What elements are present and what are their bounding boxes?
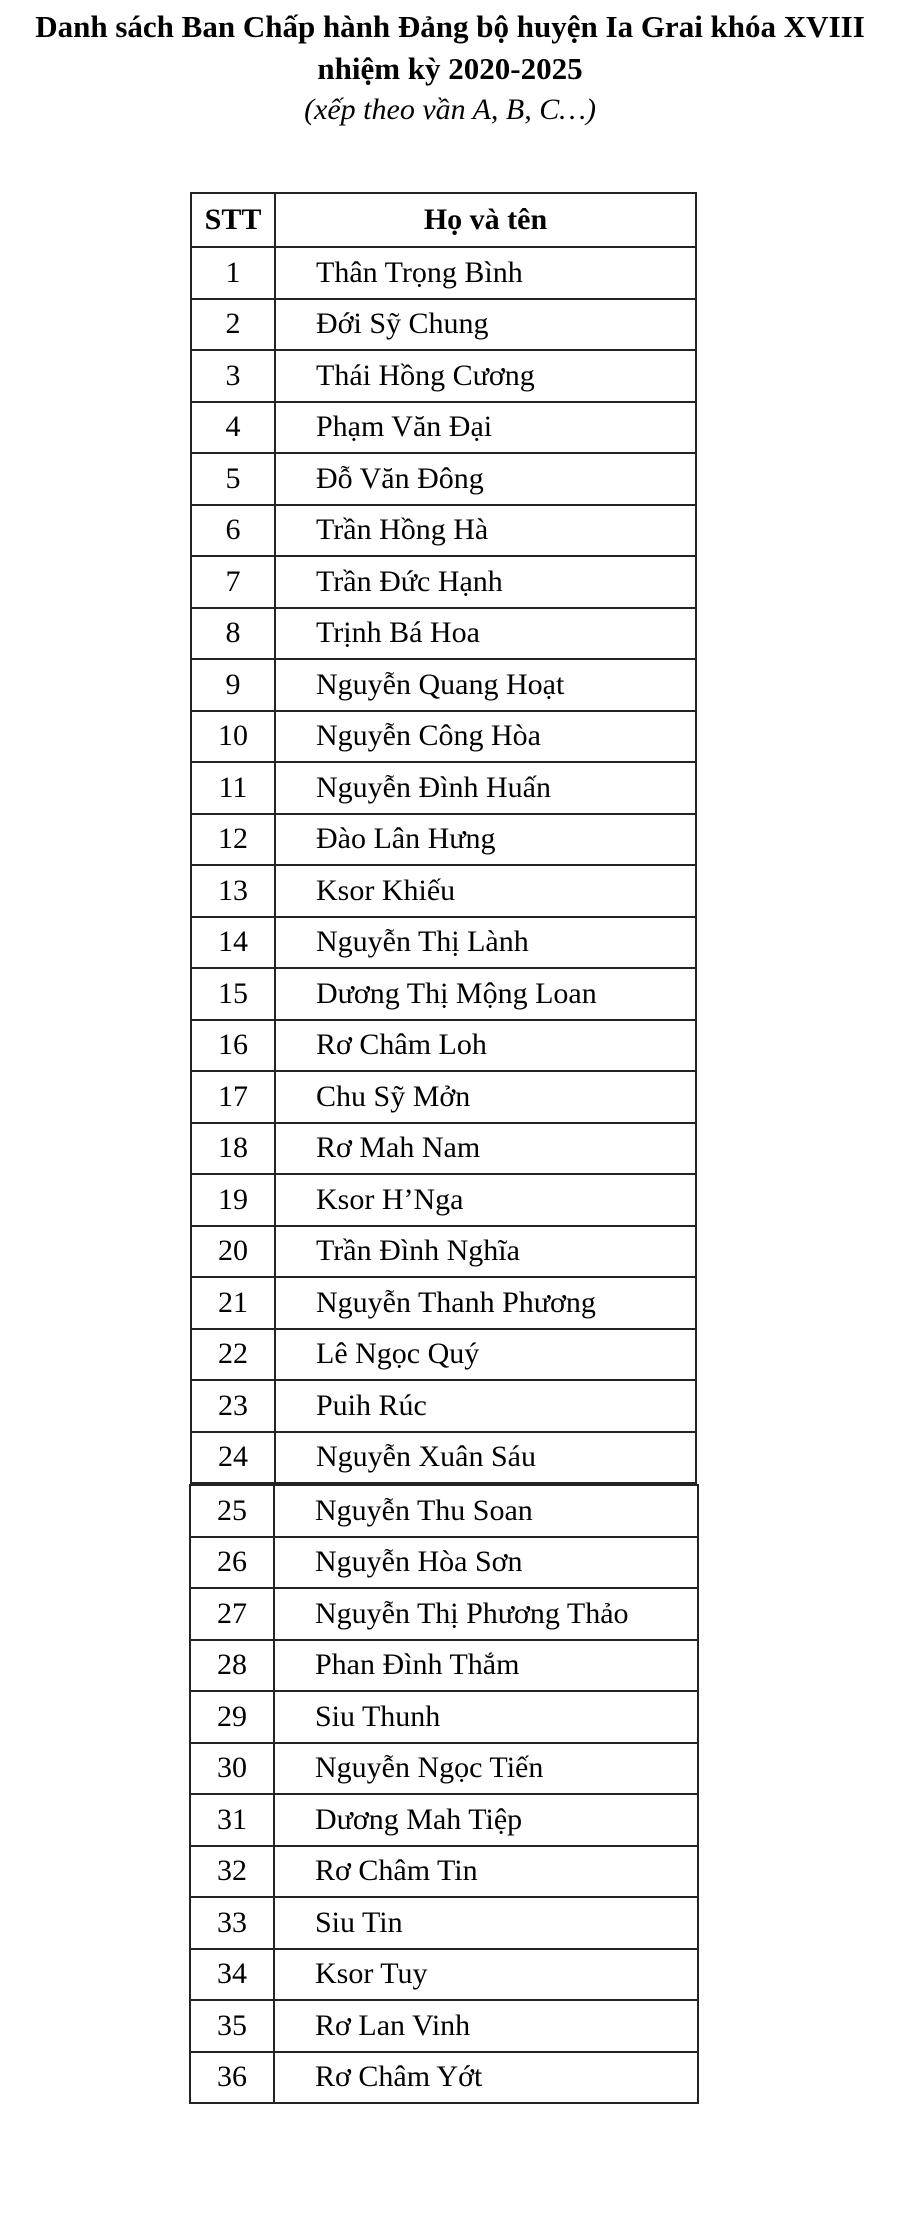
row-number-cell: 26	[190, 1537, 274, 1589]
name-cell: Siu Thunh	[274, 1691, 698, 1743]
name-cell: Trịnh Bá Hoa	[275, 608, 696, 660]
row-number-cell: 18	[191, 1123, 275, 1175]
table-row	[191, 1071, 696, 1123]
name-cell: Rơ Châm Tin	[274, 1846, 698, 1898]
table-row	[190, 1485, 698, 1537]
table-row	[191, 1380, 696, 1432]
table-row	[190, 1949, 698, 2001]
table-row	[191, 711, 696, 763]
table-row	[191, 299, 696, 351]
name-cell: Chu Sỹ Mởn	[275, 1071, 696, 1123]
table-row	[190, 2052, 698, 2104]
table-row	[191, 1329, 696, 1381]
row-number-cell: 2	[191, 299, 275, 351]
name-cell: Thân Trọng Bình	[275, 247, 696, 299]
name-cell: Ksor Tuy	[274, 1949, 698, 2001]
row-number-cell: 30	[190, 1743, 274, 1795]
row-number-cell: 14	[191, 917, 275, 969]
table-row	[190, 1588, 698, 1640]
row-number-cell: 7	[191, 556, 275, 608]
name-cell: Nguyễn Quang Hoạt	[275, 659, 696, 711]
row-number-cell: 5	[191, 453, 275, 505]
name-cell: Nguyễn Thu Soan	[274, 1485, 698, 1537]
name-cell: Phạm Văn Đại	[275, 402, 696, 454]
name-cell: Rơ Mah Nam	[275, 1123, 696, 1175]
table-row	[190, 1537, 698, 1589]
row-number-cell: 25	[190, 1485, 274, 1537]
table-row	[190, 1691, 698, 1743]
table-row	[191, 1277, 696, 1329]
table-row	[191, 917, 696, 969]
header-row	[191, 193, 696, 247]
row-number-cell: 9	[191, 659, 275, 711]
name-cell: Rơ Châm Loh	[275, 1020, 696, 1072]
table-row	[191, 1123, 696, 1175]
row-number-cell: 33	[190, 1897, 274, 1949]
table-row	[191, 968, 696, 1020]
name-cell: Nguyễn Hòa Sơn	[274, 1537, 698, 1589]
name-cell: Nguyễn Đình Huấn	[275, 762, 696, 814]
table-row	[191, 1226, 696, 1278]
table-row	[190, 1846, 698, 1898]
table-row	[191, 608, 696, 660]
row-number-cell: 22	[191, 1329, 275, 1381]
name-cell: Nguyễn Thị Phương Thảo	[274, 1588, 698, 1640]
name-cell: Thái Hồng Cương	[275, 350, 696, 402]
table-row	[191, 865, 696, 917]
name-cell: Ksor H’Nga	[275, 1174, 696, 1226]
roster-rows-section-2	[190, 1485, 698, 2103]
row-number-cell: 27	[190, 1588, 274, 1640]
name-cell: Siu Tin	[274, 1897, 698, 1949]
name-cell: Rơ Châm Yớt	[274, 2052, 698, 2104]
name-cell: Dương Thị Mộng Loan	[275, 968, 696, 1020]
table-row	[190, 1897, 698, 1949]
title-line-3: (xếp theo vần A, B, C…)	[304, 93, 596, 126]
row-number-cell: 36	[190, 2052, 274, 2104]
name-cell: Puih Rúc	[275, 1380, 696, 1432]
name-cell: Ksor Khiếu	[275, 865, 696, 917]
table-row	[190, 1794, 698, 1846]
row-number-cell: 10	[191, 711, 275, 763]
table-row	[191, 453, 696, 505]
table-row	[191, 556, 696, 608]
row-number-cell: 6	[191, 505, 275, 557]
row-number-cell: 24	[191, 1432, 275, 1484]
row-number-cell: 11	[191, 762, 275, 814]
name-cell: Dương Mah Tiệp	[274, 1794, 698, 1846]
name-cell: Trần Đức Hạnh	[275, 556, 696, 608]
row-number-cell: 8	[191, 608, 275, 660]
roster-tables	[190, 192, 699, 2104]
table-row	[191, 762, 696, 814]
name-cell: Nguyễn Thanh Phương	[275, 1277, 696, 1329]
row-number-cell: 17	[191, 1071, 275, 1123]
name-cell: Nguyễn Xuân Sáu	[275, 1432, 696, 1484]
name-cell: Đới Sỹ Chung	[275, 299, 696, 351]
row-number-cell: 13	[191, 865, 275, 917]
table-row	[190, 1743, 698, 1795]
document-title	[0, 6, 900, 130]
table-row	[191, 1174, 696, 1226]
row-number-cell: 29	[190, 1691, 274, 1743]
name-cell: Trần Đình Nghĩa	[275, 1226, 696, 1278]
row-number-cell: 4	[191, 402, 275, 454]
title-line-1: Danh sách Ban Chấp hành Đảng bộ huyện Ia Grai khóa XVIII	[35, 9, 865, 44]
table-row	[191, 1432, 696, 1484]
table-row	[190, 1640, 698, 1692]
roster-rows-section-1	[191, 247, 696, 1483]
roster-table-section-1	[190, 192, 697, 1484]
row-number-cell: 31	[190, 1794, 274, 1846]
table-row	[191, 814, 696, 866]
row-number-cell: 35	[190, 2000, 274, 2052]
row-number-cell: 28	[190, 1640, 274, 1692]
name-cell: Trần Hồng Hà	[275, 505, 696, 557]
table-row	[191, 659, 696, 711]
name-cell: Đỗ Văn Đông	[275, 453, 696, 505]
row-number-cell: 23	[191, 1380, 275, 1432]
table-row	[191, 247, 696, 299]
name-cell: Nguyễn Công Hòa	[275, 711, 696, 763]
name-cell: Đào Lân Hưng	[275, 814, 696, 866]
row-number-cell: 3	[191, 350, 275, 402]
table-row	[191, 402, 696, 454]
name-cell: Nguyễn Thị Lành	[275, 917, 696, 969]
row-number-cell: 34	[190, 1949, 274, 2001]
column-header-stt: STT	[191, 193, 275, 247]
row-number-cell: 1	[191, 247, 275, 299]
name-cell: Phan Đình Thắm	[274, 1640, 698, 1692]
table-row	[191, 505, 696, 557]
row-number-cell: 32	[190, 1846, 274, 1898]
row-number-cell: 12	[191, 814, 275, 866]
roster-table-section-2	[189, 1484, 699, 2104]
row-number-cell: 21	[191, 1277, 275, 1329]
row-number-cell: 16	[191, 1020, 275, 1072]
column-header-name: Họ và tên	[275, 193, 696, 247]
title-line-2: nhiệm kỳ 2020-2025	[317, 51, 583, 86]
row-number-cell: 19	[191, 1174, 275, 1226]
table-row	[191, 350, 696, 402]
name-cell: Lê Ngọc Quý	[275, 1329, 696, 1381]
name-cell: Nguyễn Ngọc Tiến	[274, 1743, 698, 1795]
table-row	[191, 1020, 696, 1072]
name-cell: Rơ Lan Vinh	[274, 2000, 698, 2052]
table-row	[190, 2000, 698, 2052]
row-number-cell: 20	[191, 1226, 275, 1278]
row-number-cell: 15	[191, 968, 275, 1020]
